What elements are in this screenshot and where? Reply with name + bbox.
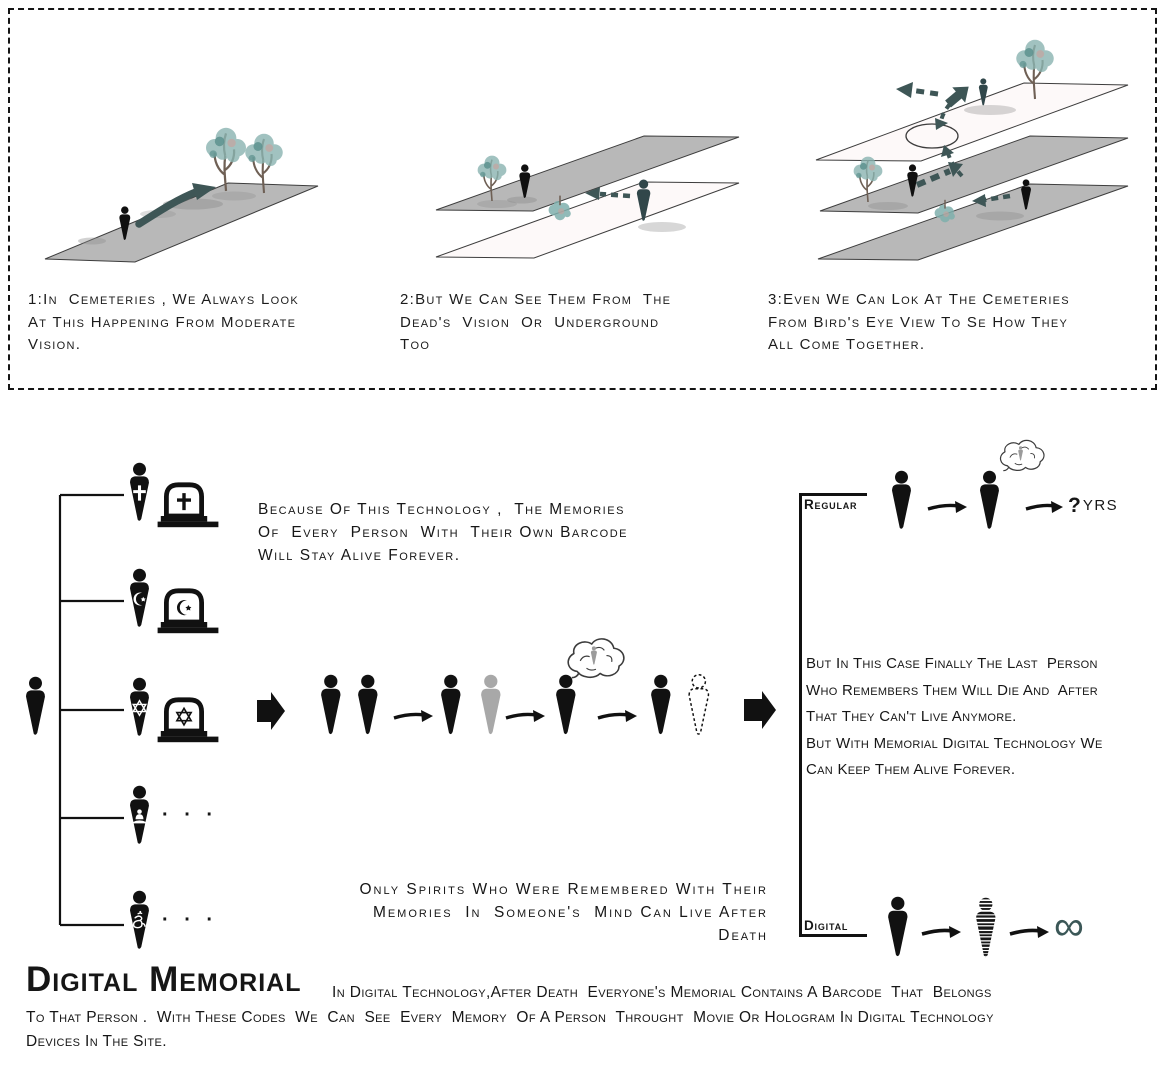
caption-line: At This Happening From Moderate (28, 313, 297, 331)
footer-text-line-3: Devices In The Site. (26, 1033, 167, 1050)
barcode-person-icon (972, 897, 1000, 959)
caption-line: 3:Even We Can Lok At The Cemeteries (768, 291, 1070, 308)
memory-fading-sequence (250, 630, 795, 790)
ellipsis-buddhism: · · · (162, 804, 219, 826)
question-mark: ? (1068, 494, 1081, 517)
person-icon (441, 675, 460, 734)
text-line: But With Memorial Digital Technology We (806, 734, 1103, 752)
forgotten-person-icon (689, 675, 708, 734)
view-hole (906, 124, 958, 148)
page-title: Digital Memorial (26, 960, 302, 999)
remembering-person-icon (980, 471, 999, 529)
caption-line: From Bird's Eye View To Se How They (768, 313, 1069, 331)
arrow-icon (421, 710, 433, 722)
text-line: But In This Case Finally The Last Person (806, 655, 1098, 672)
fading-person-icon (481, 675, 500, 734)
big-arrow-right-icon (744, 691, 776, 729)
text-line: Only Spirits Who Were Remembered With Their (359, 881, 768, 898)
panel-moderate-vision-illustration (20, 30, 380, 285)
infinity-icon: ∞ (1054, 902, 1084, 949)
memory-brain-icon (568, 639, 624, 678)
text-line: Because Of This Technology , The Memories (258, 501, 625, 518)
yrs-text: YRS (1082, 497, 1119, 514)
memory-brain-icon (1001, 440, 1044, 470)
caption-panel-3 (768, 289, 1070, 357)
caption-line: All Come Together. (768, 336, 926, 353)
text-line: That They Can't Live Anymore. (806, 708, 1017, 725)
bracket-vertical-line (799, 494, 802, 937)
row-christianity (130, 463, 218, 527)
text-line: Can Keep Them Alive Forever. (806, 761, 1016, 778)
regular-label: Regular (804, 497, 858, 512)
footer-text-line-1: In Digital Technology,After Death Everyone's Memorial Contains A Barcode That Belongs (332, 984, 992, 1001)
years-unknown-label (1068, 494, 1118, 518)
memories-text (258, 498, 628, 567)
tombstone-star-icon (158, 700, 219, 742)
person-hindu-icon (130, 891, 149, 949)
arrow-icon (1037, 926, 1049, 938)
arrow-icon (533, 710, 545, 722)
person-icon (321, 675, 340, 734)
arrow-icon (949, 926, 961, 938)
row-judaism (130, 678, 218, 742)
tree-branch-lines (60, 495, 124, 925)
regular-memory-row (870, 435, 1065, 547)
digital-label: Digital (804, 918, 849, 933)
person-muslim-icon (130, 569, 149, 627)
case-text (806, 651, 1158, 784)
caption-panel-2 (400, 289, 671, 357)
caption-panel-1 (28, 289, 299, 357)
person-icon (651, 675, 670, 734)
person-jewish-icon (130, 678, 149, 736)
caption-line: 1:In Cemeteries , We Always Look (28, 291, 300, 308)
text-line: Will Stay Alive Forever. (258, 547, 461, 564)
bracket-top-line (799, 493, 867, 496)
person-icon (888, 897, 907, 956)
ellipsis-hinduism: · · · (162, 909, 219, 931)
big-arrow-right-icon (257, 692, 285, 730)
tombstone-cross-icon (158, 485, 219, 527)
row-hinduism (130, 891, 149, 949)
caption-line: Dead's Vision Or Underground (400, 313, 660, 331)
text-line: Of Every Person With Their Own Barcode (258, 524, 628, 541)
underground-gaze-arrow (600, 194, 630, 196)
text-line: Memories In Someone's Mind Can Live After (372, 904, 768, 921)
caption-line: Vision. (28, 336, 82, 353)
tree-icon (206, 128, 246, 191)
spirits-text (290, 878, 768, 947)
religions-tree (8, 450, 233, 962)
panel-underground-vision-illustration (390, 130, 770, 280)
bracket-bottom-line (799, 934, 867, 937)
caption-line: 2:But We Can See Them From The (400, 291, 672, 308)
text-line: Who Remembers Them Will Die And After (806, 681, 1098, 699)
panel-birds-eye-illustration (790, 25, 1162, 290)
person-icon (892, 471, 911, 529)
arrow-icon (955, 501, 967, 513)
arrow-icon (1051, 501, 1063, 513)
arrow-left (896, 82, 913, 98)
row-islam (130, 569, 218, 633)
arrow-icon (625, 710, 637, 722)
tombstone-crescent-icon (158, 591, 219, 633)
person-icon (358, 675, 377, 734)
text-line: Death (718, 927, 768, 944)
root-person-icon (26, 677, 45, 735)
caption-line: Too (400, 336, 431, 353)
footer-text-line-2: To That Person . With These Codes We Can See Every Memory Of A Person Throught Movie Or Hologram In Digital Technology (26, 1009, 994, 1026)
row-buddhism (130, 786, 149, 844)
remembering-person-icon (556, 675, 575, 734)
